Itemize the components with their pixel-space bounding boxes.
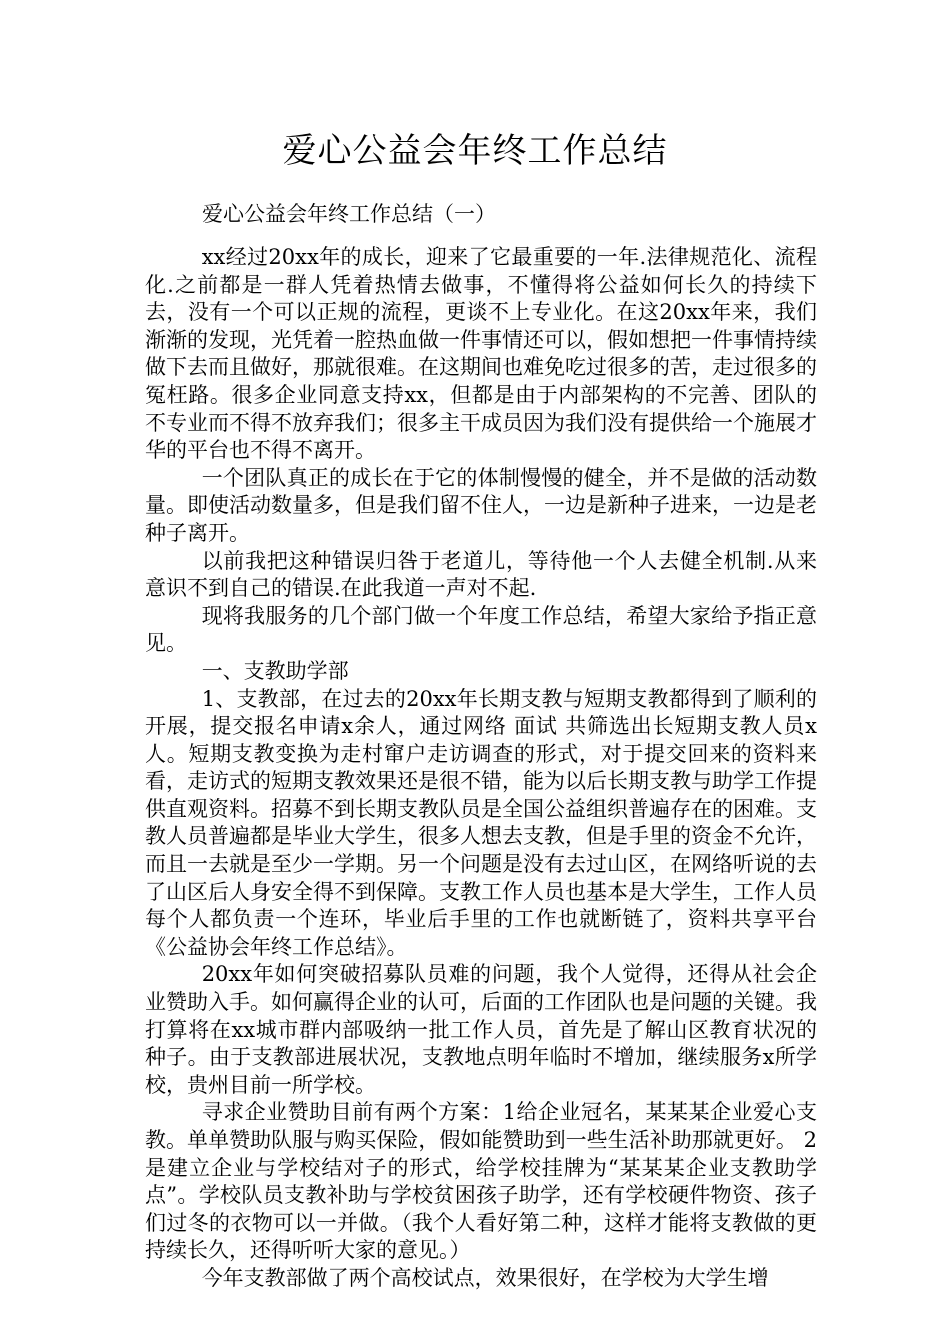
- paragraph: 现将我服务的几个部门做一个年度工作总结，希望大家给予指正意见。: [145, 603, 817, 656]
- paragraph: 寻求企业赞助目前有两个方案：1给企业冠名，某某某企业爱心支教。单单赞助队服与购买保险，假如能赞助到一些生活补助那就更好。 2是建立企业与学校结对子的形式，给学校挂牌为“某某某企业支教助学点”。学校队员支教补助与学校贫困孩子助学，还有学校硬件物资、孩子们过冬的衣物可以一并做。（我个人看好第二种，这样才能将支教做的更持续长久，还得听听大家的意见。）: [145, 1100, 817, 1263]
- paragraph: xx经过20xx年的成长，迎来了它最重要的一年.法律规范化、流程化.之前都是一群人凭着热情去做事，不懂得将公益如何长久的持续下去，没有一个可以正规的流程，更谈不上专业化。在这20xx年来，我们渐渐的发现，光凭着一腔热血做一件事情还可以，假如想把一件事情持续做下去而且做好，那就很难。在这期间也难免吃过很多的苦，走过很多的冤枉路。很多企业同意支持xx，但都是由于内部架构的不完善、团队的不专业而不得不放弃我们；很多主干成员因为我们没有提供给一个施展才华的平台也不得不离开。: [145, 245, 817, 463]
- paragraph: 以前我把这种错误归咎于老道儿，等待他一个人去健全机制.从来意识不到自己的错误.在此我道一声对不起.: [145, 548, 817, 601]
- document-body: [145, 244, 817, 1293]
- document-title: 爱心公益会年终工作总结: [282, 131, 668, 171]
- paragraph: 一个团队真正的成长在于它的体制慢慢的健全，并不是做的活动数量。即使活动数量多，但是我们留不住人，一边是新种子进来，一边是老种子离开。: [145, 465, 817, 545]
- paragraph: 今年支教部做了两个高校试点，效果很好，在学校为大学生增: [201, 1265, 769, 1290]
- paragraph: 1、支教部，在过去的20xx年长期支教与短期支教都得到了顺利的开展，提交报名申请x余人，通过网络 面试 共筛选出长短期支教人员x人。短期支教变换为走村窜户走访调查的形式，对于提交回来的资料来看，走访式的短期支教效果还是很不错，能为以后长期支教与助学工作提供直观资料。招募不到长期支教队员是全国公益组织普遍存在的困难。支教人员普遍都是毕业大学生，很多人想去支教，但是手里的资金不允许，而且一去就是至少一学期。另一个问题是没有去过山区，在网络听说的去了山区后人身安全得不到保障。支教工作人员也基本是大学生，工作人员每个人都负责一个连环，毕业后手里的工作也就断链了，资料共享平台《公益协会年终工作总结》。: [145, 686, 817, 959]
- document-subtitle: 爱心公益会年终工作总结（一）: [202, 202, 496, 226]
- paragraph: 20xx年如何突破招募队员难的问题，我个人觉得，还得从社会企业赞助入手。如何赢得企业的认可，后面的工作团队也是问题的关键。我打算将在xx城市群内部吸纳一批工作人员，首先是了解山区教育状况的种子。由于支教部进展状况，支教地点明年临时不增加，继续服务x所学校，贵州目前一所学校。: [145, 962, 817, 1097]
- section-heading: 一、支教助学部: [201, 658, 349, 683]
